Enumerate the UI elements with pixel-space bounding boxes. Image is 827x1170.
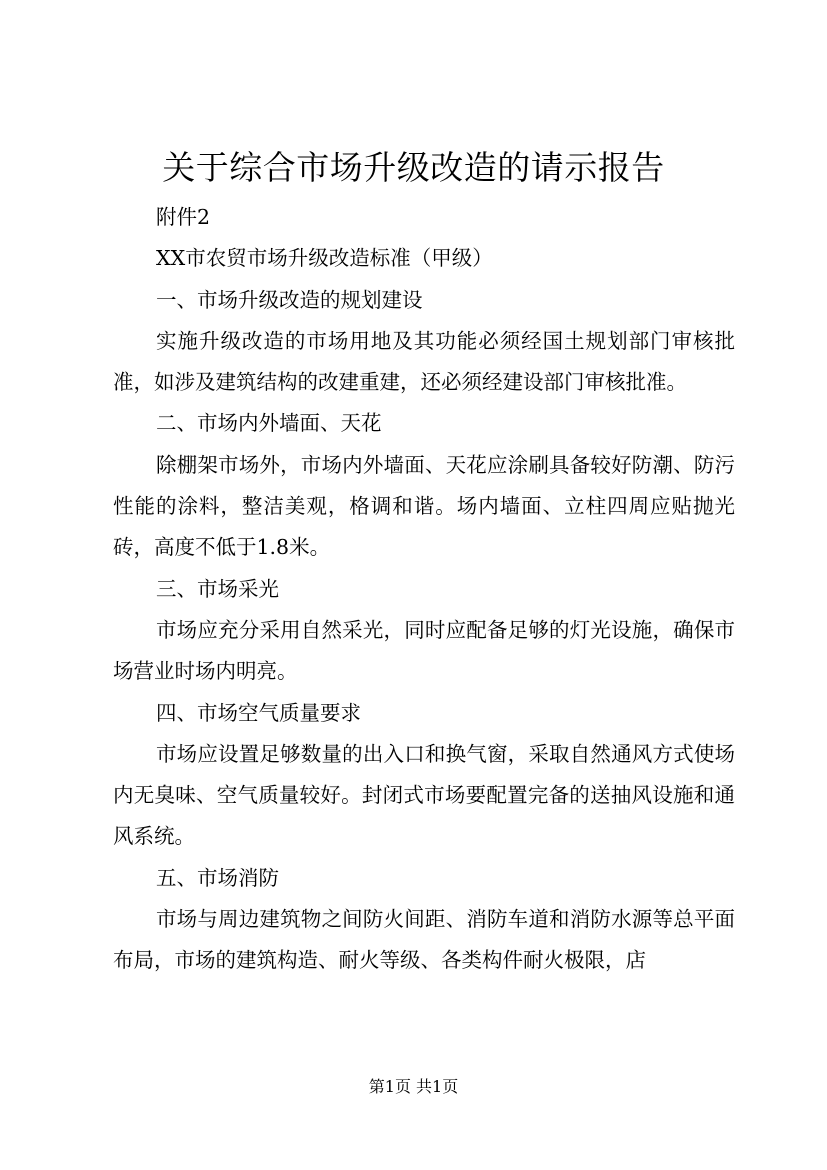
section-body-3: 市场应充分采用自然采光，同时应配备足够的灯光设施，确保市场营业时场内明亮。 xyxy=(113,617,735,684)
section-heading-1: 一、市场升级改造的规划建设 xyxy=(156,287,423,312)
document-title: 关于综合市场升级改造的请示报告 xyxy=(162,148,665,187)
section-body-4: 市场应设置足够数量的出入口和换气窗，采取自然通风方式使场内无臭味、空气质量较好。封闭式市场要配置完备的送抽风设施和通风系统。 xyxy=(113,741,735,849)
standard-title: XX市农贸市场升级改造标准（甲级） xyxy=(156,246,493,271)
section-heading-5: 五、市场消防 xyxy=(156,865,279,890)
attachment-label: 附件2 xyxy=(156,205,211,229)
section-heading-2: 二、市场内外墙面、天花 xyxy=(156,411,382,436)
section-body-1: 实施升级改造的市场用地及其功能必须经国土规划部门审核批准，如涉及建筑结构的改建重建，还必须经建设部门审核批准。 xyxy=(113,328,735,395)
section-heading-4: 四、市场空气质量要求 xyxy=(156,700,361,725)
page-footer: 第1页 共1页 xyxy=(368,1077,459,1096)
document-body xyxy=(113,197,735,982)
section-body-2: 除棚架市场外，市场内外墙面、天花应涂刷具备较好防潮、防污性能的涂料，整洁美观，格调和谐。场内墙面、立柱四周应贴抛光砖，高度不低于1.8米。 xyxy=(113,452,735,560)
section-body-5: 市场与周边建筑物之间防火间距、消防车道和消防水源等总平面布局，市场的建筑构造、耐火等级、各类构件耐火极限，店 xyxy=(113,907,735,973)
section-heading-3: 三、市场采光 xyxy=(156,576,279,601)
